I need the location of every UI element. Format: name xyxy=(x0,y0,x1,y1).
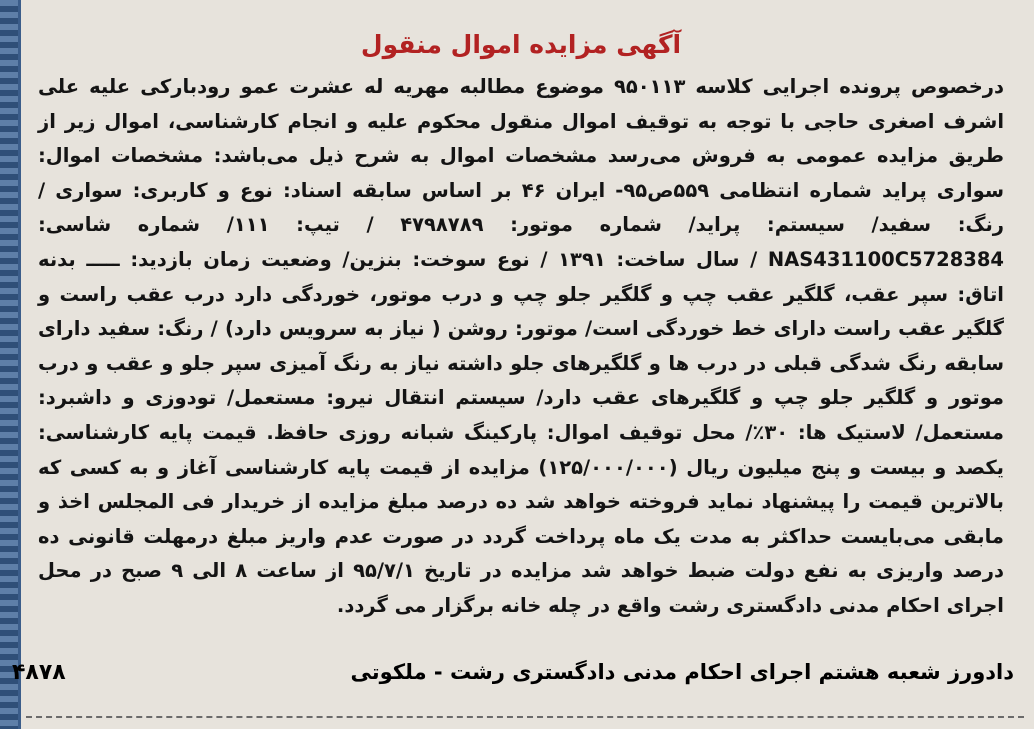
notice-signature: دادورز شعبه هشتم اجرای احکام مدنی دادگستری رشت - ملکوتی xyxy=(350,660,1014,684)
bottom-divider xyxy=(26,716,1024,718)
notice-footer xyxy=(12,652,1014,692)
auction-notice xyxy=(26,6,1024,721)
left-page-border xyxy=(0,0,18,729)
ad-number: ۴۸۷۸ xyxy=(12,659,66,685)
left-page-border-inner xyxy=(18,0,21,729)
notice-body: درخصوص پرونده اجرایی کلاسه ۹۵۰۱۱۳ موضوع مطالبه مهریه له عشرت عمو رودبارکی علیه علی اشرف اصغری حاجی با توجه به توقیف اموال منقول محکوم علیه و انجام کارشناسی، اموال زیر از طریق مزایده عمومی به فروش می‌رسد مشخصات اموال به شرح ذیل می‌باشد: مشخصات اموال: سواری پراید شماره انتظامی ۵۵۹ص۹۵- ایران ۴۶ بر اساس سابقه اسناد: نوع و کاربری: سواری / رنگ: سفید/ سیستم: پراید/ شماره موتور: ۴۷۹۸۷۸۹ / تیپ: ۱۱۱/ شماره شاسی: NAS431100C5728384 / سال ساخت: ۱۳۹۱ / نوع سوخت: بنزین/ وضعیت زمان بازدید: ـــــ بدنه اتاق: سپر عقب، گلگیر عقب چپ و گلگیر جلو چپ و درب موتور، خوردگی دارد درب عقب راست و گلگیر عقب راست دارای خط خوردگی است/ موتور: روشن ( نیاز به سرویس دارد) / رنگ: سفید دارای سابقه رنگ شدگی قبلی در درب ها و گلگیرهای جلو داشته نیاز به رنگ آمیزی سپر جلو و عقب و درب موتور و گلگیر جلو چپ و گلگیرهای عقب دارد/ سیستم انتقال نیرو: مستعمل/ تودوزی و داشبرد: مستعمل/ لاستیک ها: ۳۰٪/ محل توقیف اموال: پارکینگ شبانه روزی حافظ. قیمت پایه کارشناسی: یکصد و بیست و پنج میلیون ریال (۱۲۵/۰۰۰/۰۰۰) مزایده از قیمت پایه کارشناسی آغاز و به کسی که بالاترین قیمت را پیشنهاد نماید فروخته خواهد شد ده درصد مبلغ مزایده از خریدار فی المجلس اخذ و مابقی می‌بایست حداکثر به مدت یک ماه پرداخت گردد در صورت عدم واریز مبلغ درمهلت قانونی ده درصد واریزی به نفع دولت ضبط خواهد شد مزایده در تاریخ ۹۵/۷/۱ از ساعت ۸ الی ۹ صبح در محل اجرای احکام مدنی دادگستری رشت واقع در چله خانه برگزار می گردد. xyxy=(38,75,1005,617)
notice-title: آگهی مزایده اموال منقول xyxy=(360,30,682,59)
